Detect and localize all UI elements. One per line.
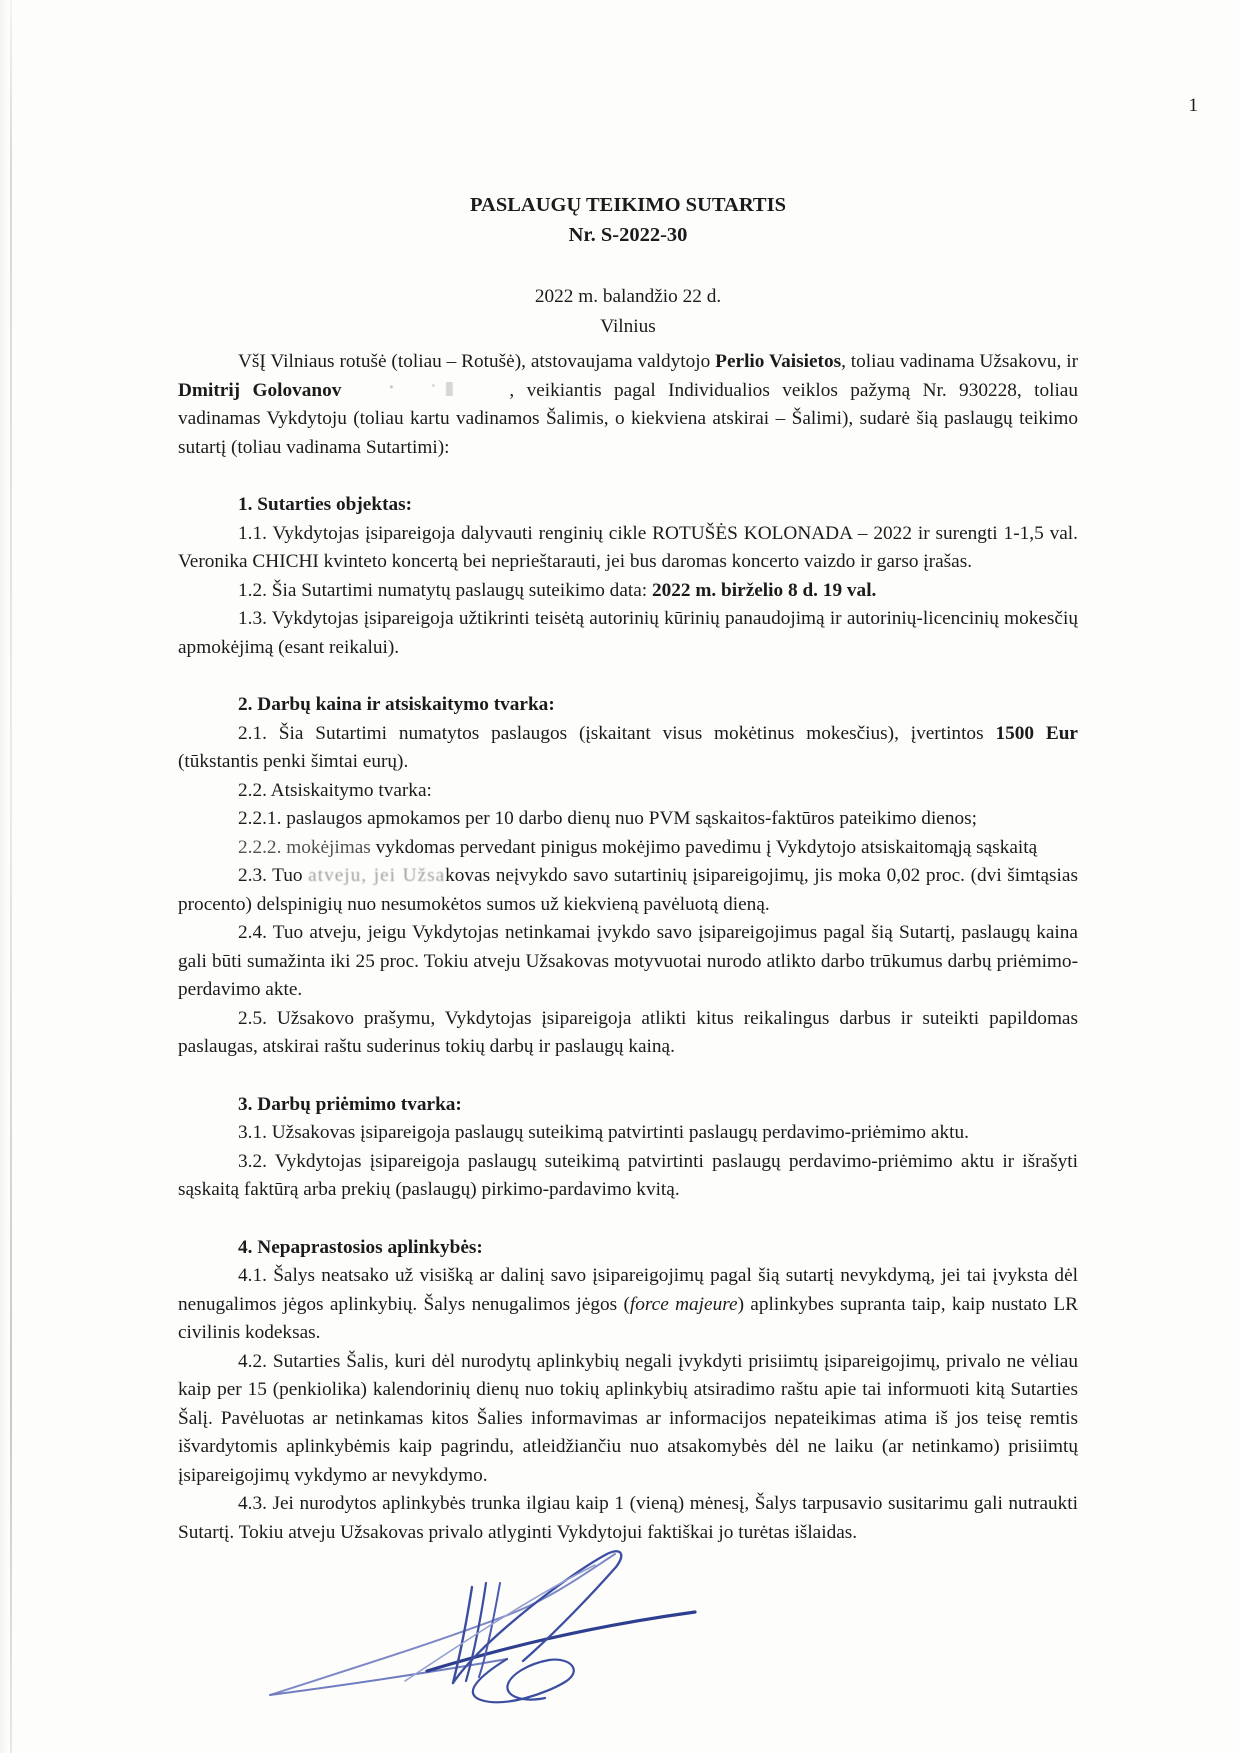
document-title: PASLAUGŲ TEIKIMO SUTARTIS xyxy=(470,194,786,216)
text-run: (tūkstantis penki šimtai eurų). xyxy=(178,751,409,772)
section-heading xyxy=(178,1234,1078,1263)
text-run: 2.5. Užsakovo prašymu, Vykdytojas įsipareigoja atlikti kitus reikalingus darbus ir suteikti papildomas paslaugas, atskirai raštu suderinus tokių darbų ir paslaugų kainą. xyxy=(178,1007,1078,1057)
text-run: VšĮ Vilniaus rotušė (toliau – Rotušė), atstovaujama valdytojo xyxy=(238,351,716,372)
text-run: 2. Darbų kaina ir atsiskaitymo tvarka: xyxy=(238,694,555,715)
text-run: kovas neįvykdo savo sutartinių įsipareigojimų, jis moka 0,02 proc. (dvi šimtąsias procento) delspinigių nuo nesumokėtos sumos už kiekvieną pavėluotą dieną. xyxy=(178,865,1078,915)
document-date-block xyxy=(178,282,1078,342)
contract-paragraph xyxy=(178,1348,1078,1491)
text-run: 2.2.1. paslaugos apmokamos per 10 darbo dienų nuo PVM sąskaitos-faktūros pateikimo dienos; xyxy=(238,808,978,829)
text-run: 2.2.2. mokėjimas xyxy=(238,836,371,858)
contract-paragraph xyxy=(178,1262,1078,1348)
text-run: 3. Darbų priėmimo tvarka: xyxy=(238,1093,462,1115)
text-run: atveju, jei Užsa xyxy=(308,865,446,886)
contract-paragraph xyxy=(178,520,1078,577)
scan-edge-line xyxy=(10,0,12,1753)
contract-paragraph xyxy=(178,1148,1078,1205)
contract-paragraph xyxy=(178,1119,1078,1148)
text-run: 4.2. Sutarties Šalis, kuri dėl nurodytų aplinkybių negali įvykdyti prisiimtų įsipareigojimų, privalo ne vėliau kaip per 15 (penkiolika) kalendorinių dienų nuo tokių aplinkybių atsiradimo raštu apie tai informuoti kitą Sutarties Šalį. Pavėluotas ar netinkamas kitos Šalies informavimas ar informacijos nepateikimas atima iš jos teisę remtis išvardytomis aplinkybėmis kaip pagrindu, atleidžiančiu nuo atsakomybės dėl ne laiku (ar netinkamo) prisiimtų įsipareigojimų vykdymo ar nevykdymo. xyxy=(178,1350,1078,1486)
text-run: , veikiantis pagal Individualios veiklos pažymą Nr. 930228, toliau vadinamas Vykdytoju (toliau kartu vadinamos Šalimis, o kiekviena atskirai – Šalimi), sudarė šią paslaugų teikimo sutartį (toliau vadinama Sutartimi): xyxy=(178,379,1079,458)
document-number: Nr. S-2022-30 xyxy=(568,224,688,246)
page-number: 1 xyxy=(1188,95,1198,116)
section-heading xyxy=(178,1091,1078,1120)
section-heading xyxy=(178,691,1078,720)
contract-paragraph xyxy=(178,805,1078,834)
text-run: 2022 m. birželio 8 d. 19 val. xyxy=(651,579,877,601)
text-run: Dmitrij Golovanov xyxy=(178,379,342,401)
document-city: Vilnius xyxy=(600,316,656,337)
contract-paragraph xyxy=(178,605,1078,662)
text-run: 3.2. Vykdytojas įsipareigoja paslaugų suteikimą patvirtinti paslaugų perdavimo-priėmimo aktu ir išrašyti sąskaitą faktūrą arba prekių (paslaugų) pirkimo-pardavimo kvitą. xyxy=(178,1150,1078,1200)
contract-paragraph xyxy=(178,777,1078,806)
text-run: 2.2. Atsiskaitymo tvarka: xyxy=(238,779,432,801)
handwritten-signature xyxy=(255,1543,715,1718)
contract-paragraph xyxy=(178,1005,1078,1062)
contract-paragraph xyxy=(178,862,1078,919)
contract-paragraph xyxy=(178,834,1078,863)
text-run: 2.3. Tuo xyxy=(238,865,309,886)
contract-paragraph xyxy=(178,577,1078,606)
text-run: 2.4. Tuo atveju, jeigu Vykdytojas netinkamai įvykdo savo įsipareigojimus pagal šią Sutartį, paslaugų kaina gali būti sumažinta iki 25 proc. Tokiu atveju Užsakovas motyvuotai nurodo atlikto darbo trūkumus darbų priėmimo-perdavimo akte. xyxy=(178,922,1078,1000)
text-run: 1. Sutarties objektas: xyxy=(238,494,413,515)
text-run: , toliau vadinama Užsakovu, ir xyxy=(841,351,1078,372)
text-run: force majeure xyxy=(629,1293,738,1315)
document-column xyxy=(178,0,1078,1547)
text-run: 4.1. Šalys neatsako už visišką ar dalinį savo įsipareigojimų pagal šią sutartį nevykdymą, jei tai įvyksta dėl nenugalimos jėgos aplinkybių. Šalys nenugalimos jėgos ( xyxy=(178,1265,1078,1315)
contract-paragraph xyxy=(178,919,1078,1005)
document-title-block xyxy=(178,190,1078,250)
scan-edge-shadow xyxy=(0,0,8,1753)
text-run: 4. Nepaprastosios aplinkybės: xyxy=(238,1236,483,1258)
text-run: 1500 Eur xyxy=(995,722,1078,744)
text-run: Perlio Vaisietos xyxy=(715,351,842,372)
contract-paragraph xyxy=(178,348,1078,462)
text-run: 2.1. Šia Sutartimi numatytos paslaugos (įskaitant visus mokėtinus mokesčius), įvertintos xyxy=(238,722,996,744)
contract-paragraph xyxy=(178,1490,1078,1547)
document-date: 2022 m. balandžio 22 d. xyxy=(534,286,722,307)
document-body xyxy=(178,348,1078,1547)
section-heading xyxy=(178,491,1078,520)
text-run: 1.2. Šia Sutartimi numatytų paslaugų suteikimo data: xyxy=(238,579,652,601)
text-run: vykdomas pervedant pinigus mokėjimo pavedimu į Vykdytojo atsiskaitomąją sąskaitą xyxy=(370,836,1038,858)
contract-paragraph xyxy=(178,720,1078,777)
text-run: 1.3. Vykdytojas įsipareigoja užtikrinti teisėtą autorinių kūrinių panaudojimą ir autorinių-licencinių mokesčių apmokėjimą (esant reikalui). xyxy=(178,608,1078,658)
redaction-gap xyxy=(341,382,509,396)
text-run: 3.1. Užsakovas įsipareigoja paslaugų suteikimą patvirtinti paslaugų perdavimo-priėmimo aktu. xyxy=(238,1122,969,1143)
text-run: 4.3. Jei nurodytos aplinkybės trunka ilgiau kaip 1 (vieną) mėnesį, Šalys tarpusavio susitarimu gali nutraukti Sutartį. Tokiu atveju Užsakovas privalo atlyginti Vykdytojui faktiškai jo turėtas išlaidas. xyxy=(178,1493,1078,1543)
text-run: 1.1. Vykdytojas įsipareigoja dalyvauti renginių cikle ROTUŠĖS KOLONADA – 2022 ir surengti 1-1,5 val. Veronika CHICHI kvinteto koncertą bei neprieštarauti, jei bus daromas koncerto vaizdo ir garso įrašas. xyxy=(178,522,1078,572)
text-run: ) aplinkybes supranta taip, kaip nustato LR civilinis kodeksas. xyxy=(178,1293,1079,1343)
